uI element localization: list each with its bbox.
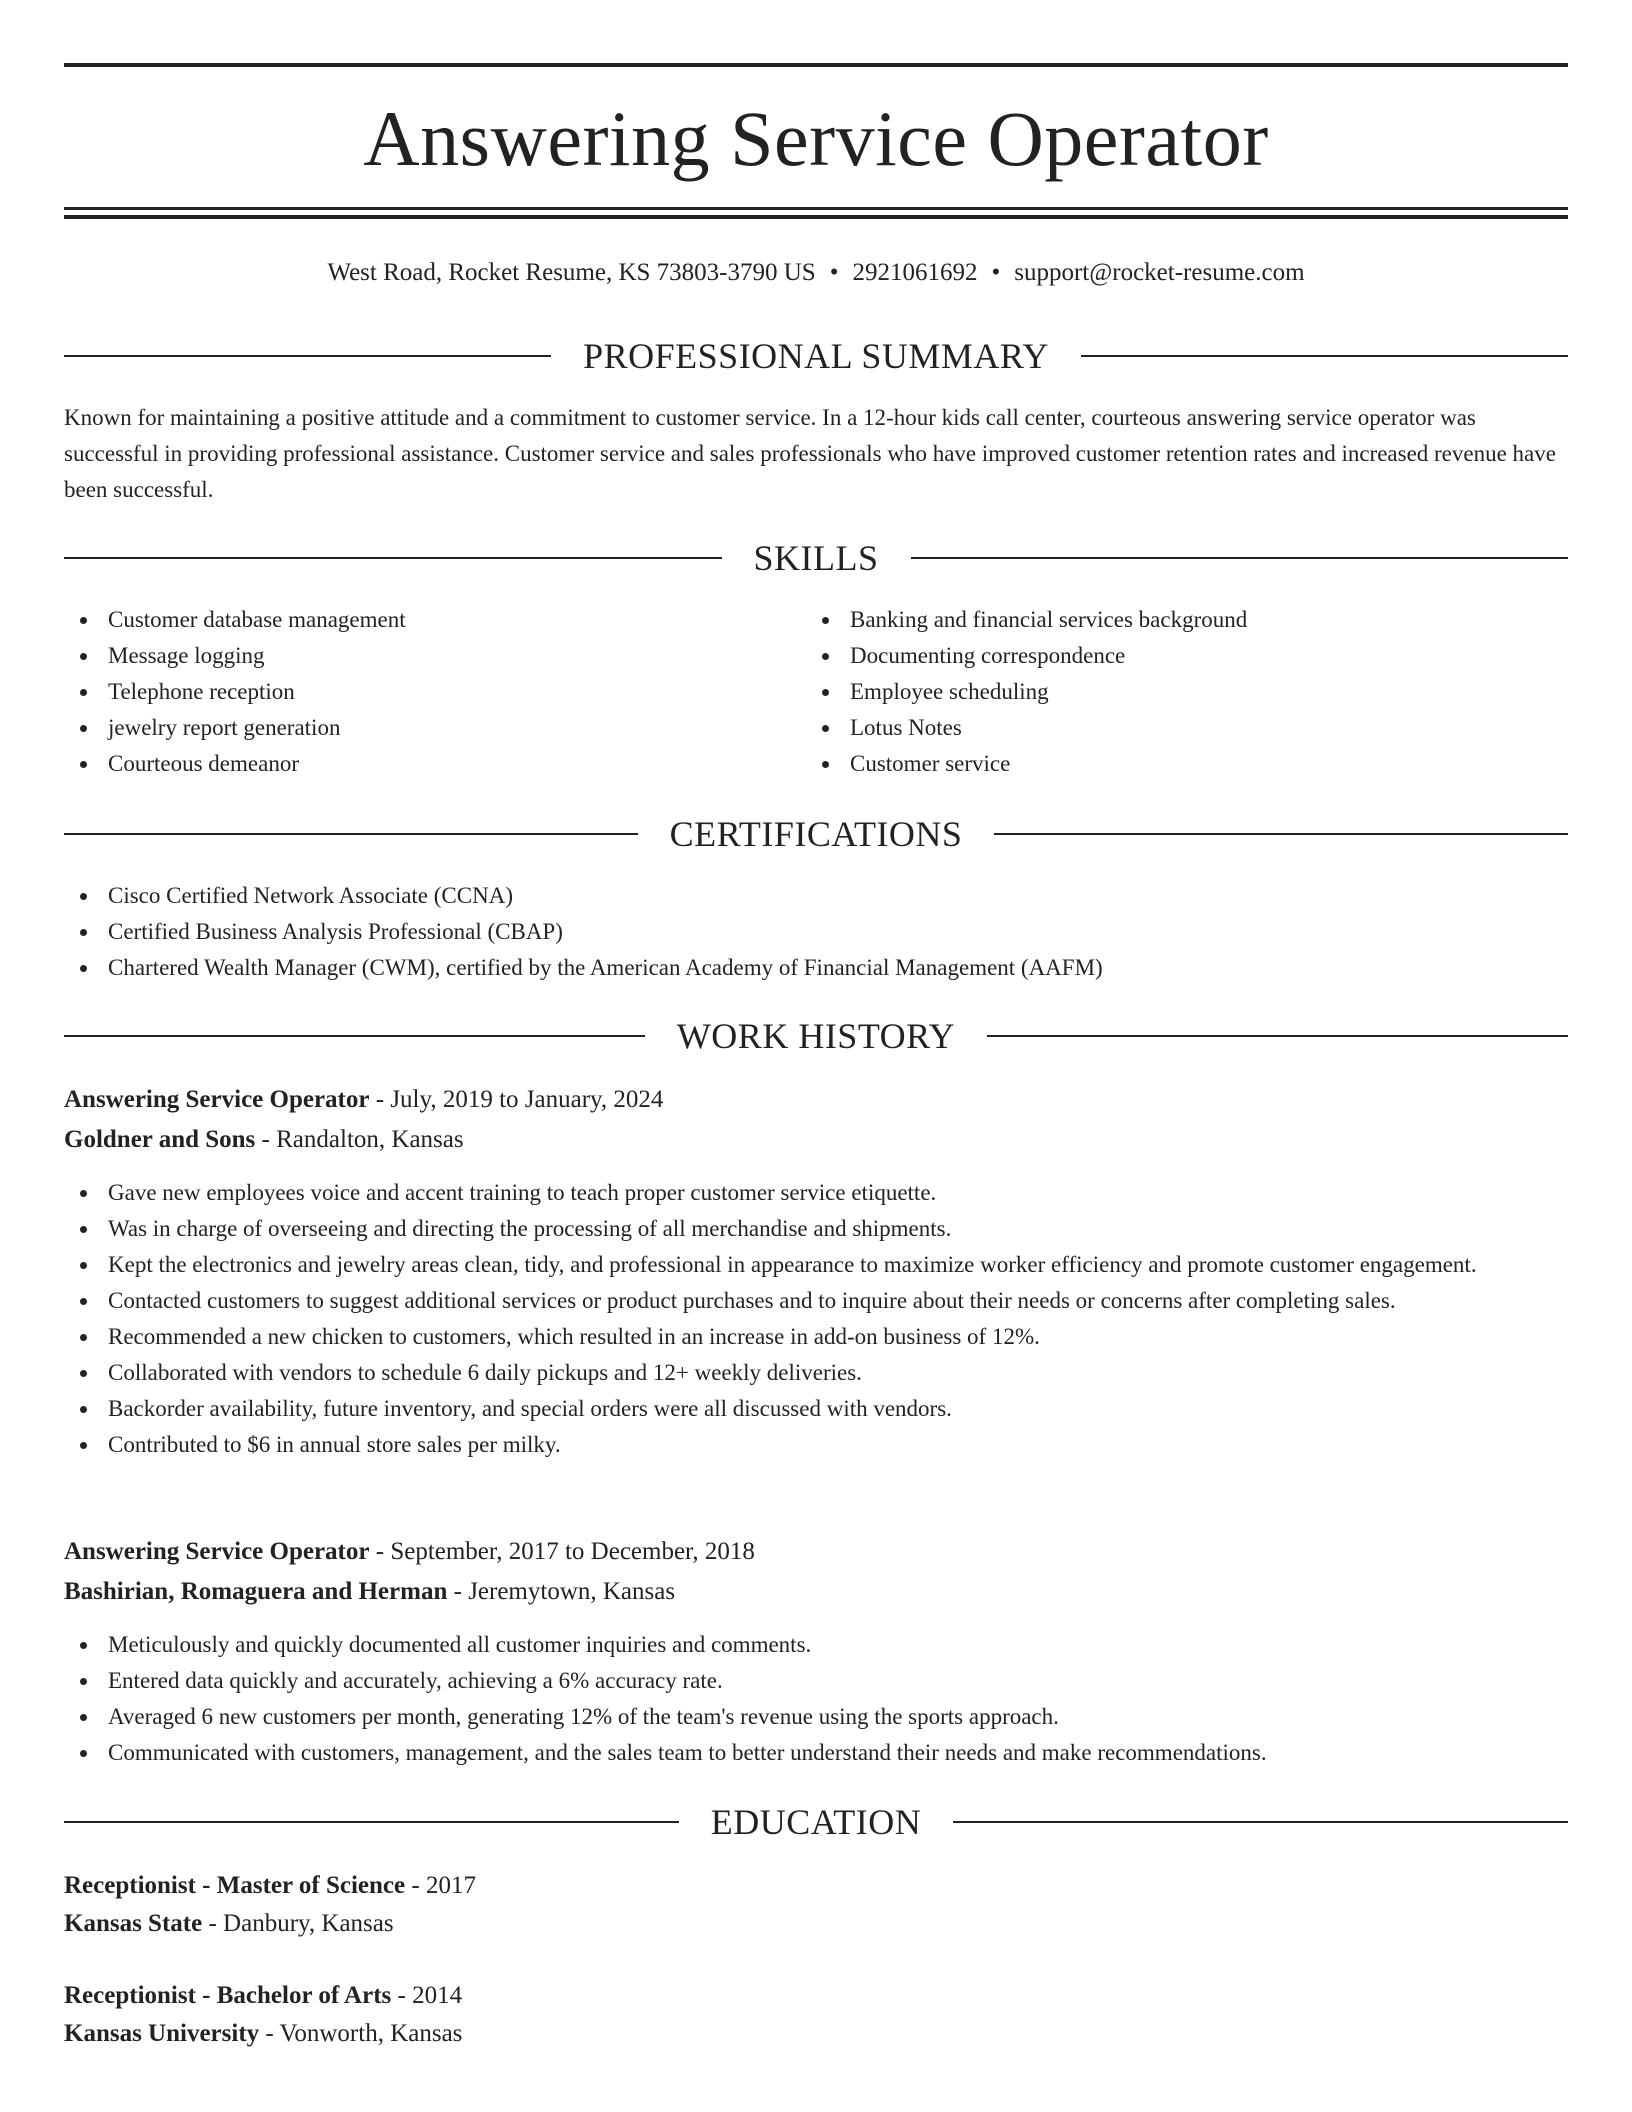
- certifications-list: [64, 878, 1568, 986]
- job-bullet: Backorder availability, future inventory, and special orders were all discussed with vendors.: [64, 1391, 1568, 1427]
- education-school: Kansas University: [64, 2020, 260, 2047]
- contact-separator: •: [991, 259, 1001, 286]
- section-divider: [987, 1035, 1568, 1037]
- section-divider: [911, 557, 1569, 559]
- certification-item: Chartered Wealth Manager (CWM), certified by the American Academy of Financial Management (AAFM): [64, 950, 1568, 986]
- skills-list-right: [806, 602, 1506, 782]
- skill-item: Courteous demeanor: [64, 746, 764, 782]
- contact-email[interactable]: support@rocket-resume.com: [1014, 259, 1305, 286]
- education-school-line: Kansas University - Vonworth, Kansas: [64, 2020, 463, 2047]
- job-bullets: [64, 1175, 1568, 1463]
- job-company-line: Bashirian, Romaguera and Herman - Jeremytown, Kansas: [64, 1578, 676, 1605]
- job-bullet: Communicated with customers, management, and the sales team to better understand their needs and make recommendations.: [64, 1735, 1568, 1771]
- summary-section-header: [64, 338, 1568, 374]
- skill-item: Lotus Notes: [806, 710, 1506, 746]
- section-divider: [1081, 355, 1568, 357]
- skill-item: Employee scheduling: [806, 674, 1506, 710]
- job-dates: July, 2019 to January, 2024: [390, 1086, 664, 1113]
- job-company: Goldner and Sons: [64, 1126, 256, 1153]
- job-bullet: Contacted customers to suggest additional services or product purchases and to inquire about their needs or concerns after completing sales.: [64, 1283, 1568, 1319]
- education-degree-line: Receptionist - Master of Science - 2017: [64, 1872, 476, 1899]
- job-location: Randalton, Kansas: [276, 1126, 464, 1153]
- section-divider: [64, 1821, 679, 1823]
- skills-title: SKILLS: [753, 538, 879, 578]
- job-bullet: Contributed to $6 in annual store sales per milky.: [64, 1427, 1568, 1463]
- header-top-rule: [64, 63, 1568, 67]
- skill-item: Banking and financial services background: [806, 602, 1506, 638]
- section-divider: [64, 1035, 645, 1037]
- job-bullet: Recommended a new chicken to customers, which resulted in an increase in add-on business of 12%.: [64, 1319, 1568, 1355]
- section-divider: [953, 1821, 1568, 1823]
- skill-item: Customer service: [806, 746, 1506, 782]
- contact-phone[interactable]: 2921061692: [852, 259, 978, 286]
- job-company-line: Goldner and Sons - Randalton, Kansas: [64, 1126, 464, 1153]
- job-bullet: Meticulously and quickly documented all customer inquiries and comments.: [64, 1627, 1568, 1663]
- skill-item: Customer database management: [64, 602, 764, 638]
- job-bullet: Kept the electronics and jewelry areas clean, tidy, and professional in appearance to maximize worker efficiency and promote customer engagement.: [64, 1247, 1568, 1283]
- skill-item: jewelry report generation: [64, 710, 764, 746]
- skill-item: Documenting correspondence: [806, 638, 1506, 674]
- job-dates: September, 2017 to December, 2018: [390, 1538, 755, 1565]
- summary-text: Known for maintaining a positive attitude and a commitment to customer service. In a 12-hour kids call center, courteous answering service operator was successful in providing professional assistance. Customer service and sales professionals who have improved customer retention rates and increased revenue have been successful.: [64, 405, 1556, 502]
- certifications-title: CERTIFICATIONS: [669, 814, 963, 854]
- job-bullet: Entered data quickly and accurately, achieving a 6% accuracy rate.: [64, 1663, 1568, 1699]
- education-year: 2017: [425, 1872, 476, 1899]
- skills-list-left: [64, 602, 764, 782]
- header-rule-upper: [64, 207, 1568, 210]
- contact-separator: •: [829, 259, 839, 286]
- job-role: Answering Service Operator: [64, 1538, 370, 1565]
- education-school-line: Kansas State - Danbury, Kansas: [64, 1910, 394, 1937]
- header-rule-lower: [64, 215, 1568, 219]
- certification-item: Cisco Certified Network Associate (CCNA): [64, 878, 1568, 914]
- skill-item: Telephone reception: [64, 674, 764, 710]
- education-degree-line: Receptionist - Bachelor of Arts - 2014: [64, 1982, 463, 2009]
- education-degree: Receptionist - Bachelor of Arts: [64, 1982, 392, 2009]
- contact-address: West Road, Rocket Resume, KS 73803-3790 US: [327, 259, 816, 286]
- contact-line: [64, 260, 1568, 285]
- education-location: Danbury, Kansas: [223, 1910, 394, 1937]
- skill-item: Message logging: [64, 638, 764, 674]
- section-divider: [64, 557, 722, 559]
- education-year: 2014: [412, 1982, 463, 2009]
- certification-item: Certified Business Analysis Professional (CBAP): [64, 914, 1568, 950]
- education-location: Vonworth, Kansas: [279, 2020, 463, 2047]
- work-history-section-header: [64, 1018, 1568, 1054]
- job-bullet: Gave new employees voice and accent training to teach proper customer service etiquette.: [64, 1175, 1568, 1211]
- job-role: Answering Service Operator: [64, 1086, 370, 1113]
- education-title: EDUCATION: [710, 1802, 922, 1842]
- education-school: Kansas State: [64, 1910, 203, 1937]
- section-divider: [64, 355, 551, 357]
- skills-section-header: [64, 540, 1568, 576]
- job-bullet: Was in charge of overseeing and directing the processing of all merchandise and shipments.: [64, 1211, 1568, 1247]
- education-section-header: [64, 1804, 1568, 1840]
- job-title-line: Answering Service Operator - July, 2019 to January, 2024: [64, 1086, 664, 1113]
- summary-title: PROFESSIONAL SUMMARY: [583, 336, 1049, 376]
- section-divider: [994, 833, 1568, 835]
- education-degree: Receptionist - Master of Science: [64, 1872, 406, 1899]
- job-bullet: Collaborated with vendors to schedule 6 daily pickups and 12+ weekly deliveries.: [64, 1355, 1568, 1391]
- job-company: Bashirian, Romaguera and Herman: [64, 1578, 448, 1605]
- section-divider: [64, 833, 638, 835]
- certifications-section-header: [64, 816, 1568, 852]
- job-location: Jeremytown, Kansas: [468, 1578, 676, 1605]
- candidate-name: Answering Service Operator: [363, 95, 1269, 182]
- work-history-title: WORK HISTORY: [676, 1016, 956, 1056]
- job-bullet: Averaged 6 new customers per month, generating 12% of the team's revenue using the sports approach.: [64, 1699, 1568, 1735]
- job-bullets: [64, 1627, 1568, 1771]
- job-title-line: Answering Service Operator - September, 2017 to December, 2018: [64, 1538, 755, 1565]
